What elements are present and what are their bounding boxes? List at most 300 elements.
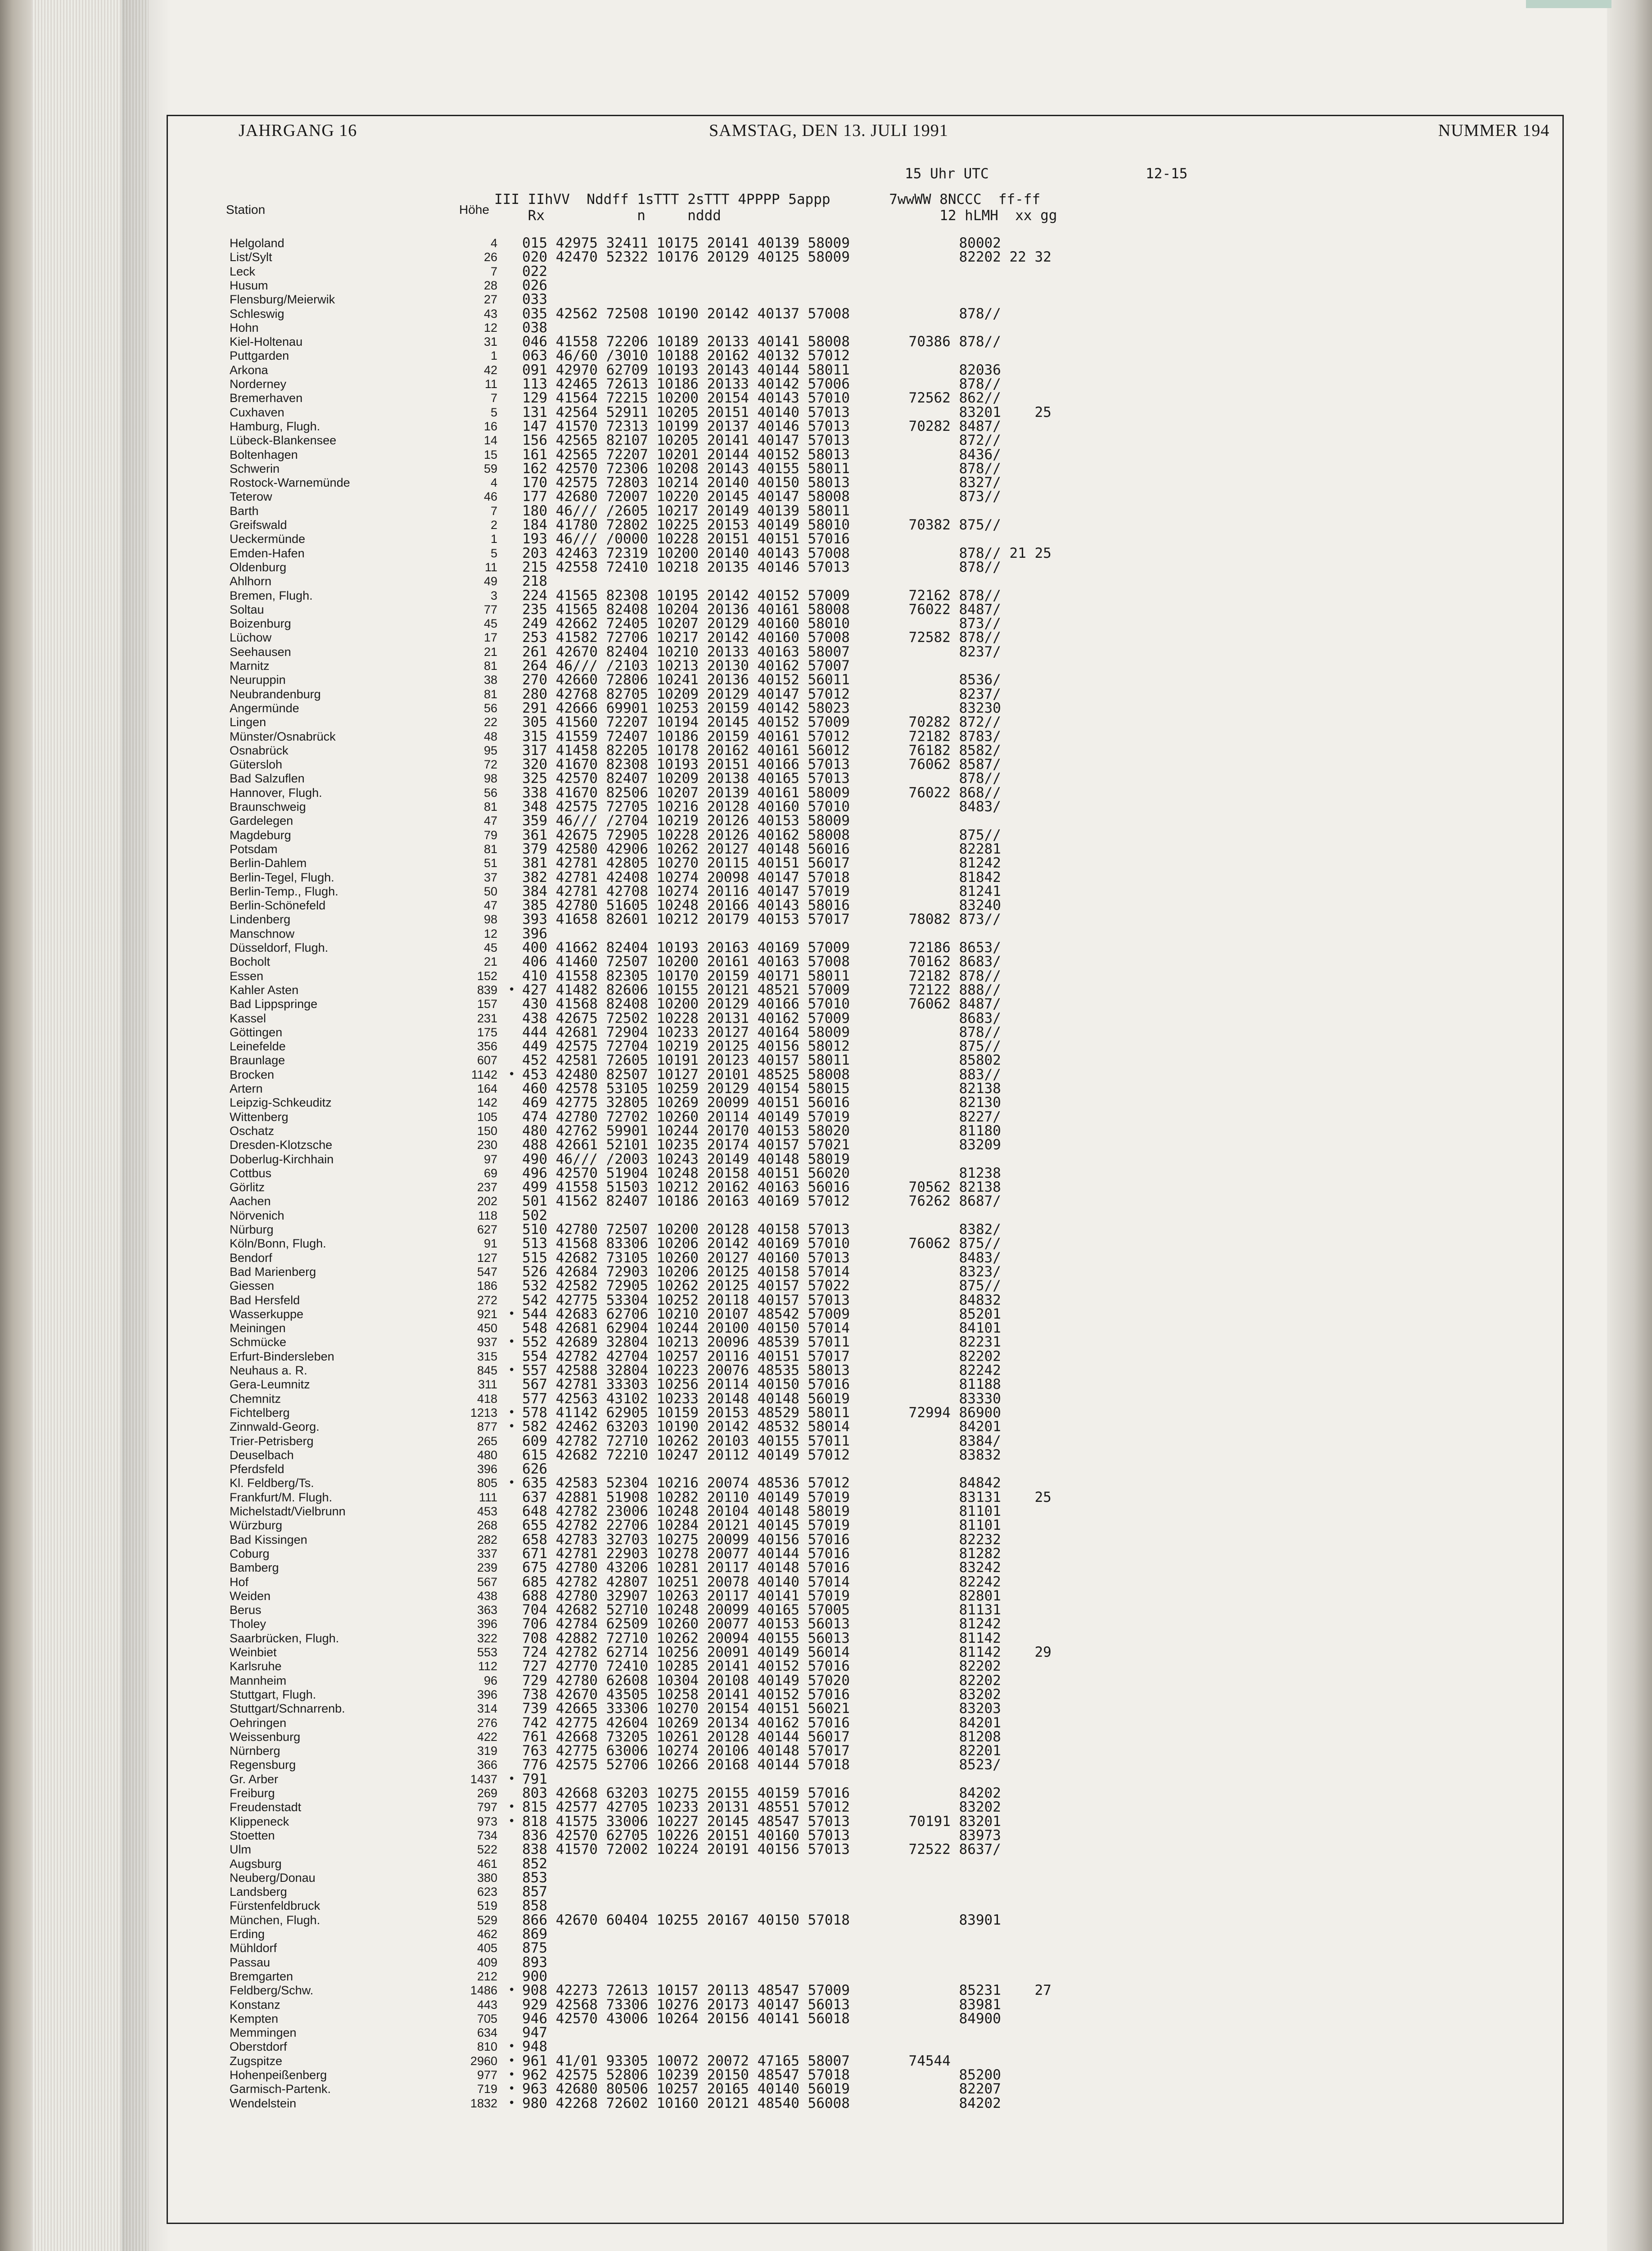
station-name: Osnabrück: [230, 743, 289, 757]
table-row: [0, 307, 1652, 321]
table-row: [0, 547, 1652, 560]
station-height: 97: [483, 1152, 497, 1166]
table-row: [0, 730, 1652, 744]
synop-code: 513 41568 83306 10206 20142 40169 57010 76062 875//: [522, 1235, 1001, 1252]
synop-code: 502: [522, 1207, 547, 1224]
station-height: 380: [477, 1871, 497, 1885]
synop-code: 215 42558 72410 10218 20135 40146 57013 878//: [522, 559, 1001, 575]
station-name: Kahler Asten: [230, 983, 299, 997]
station-height: 21: [483, 955, 497, 969]
station-name: Wittenberg: [230, 1110, 289, 1124]
synop-code: 908 42273 72613 10157 20113 48547 57009 85231 27: [522, 1982, 1052, 1999]
synop-code: 406 41460 72507 10200 20161 40163 57008 70162 8683/: [522, 954, 1001, 970]
synop-code: 022: [522, 263, 547, 280]
station-height: 839: [477, 983, 497, 997]
synop-code: 270 42660 72806 10241 20136 40152 56011 8536/: [522, 672, 1001, 688]
mountain-marker: •: [510, 1334, 514, 1348]
station-height: 142: [477, 1096, 497, 1110]
station-height: 81: [483, 800, 497, 814]
table-row: [0, 1420, 1652, 1434]
station-name: Arkona: [230, 363, 268, 377]
synop-code: 315 41559 72407 10186 20159 40161 57012 72182 8783/: [522, 728, 1001, 745]
synop-code: 427 41482 82606 10155 20121 48521 57009 72122 888//: [522, 981, 1001, 998]
station-column-header: Station: [226, 203, 266, 217]
station-height: 239: [477, 1561, 497, 1575]
table-row: [0, 1645, 1652, 1659]
station-height: 5: [490, 405, 497, 419]
station-name: Neuhaus a. R.: [230, 1364, 307, 1377]
station-name: Göttingen: [230, 1025, 283, 1039]
station-height: 396: [477, 1462, 497, 1476]
mountain-marker: •: [510, 1419, 514, 1433]
station-height: 7: [490, 504, 497, 518]
synop-code: 635 42583 52304 10216 20074 48536 57012 84842: [522, 1475, 1001, 1492]
table-row: [0, 1702, 1652, 1716]
station-height: 49: [483, 574, 497, 588]
table-row: [0, 1096, 1652, 1110]
table-row: [0, 800, 1652, 814]
station-name: Michelstadt/Vielbrunn: [230, 1505, 346, 1518]
table-row: [0, 1913, 1652, 1927]
table-row: [0, 1293, 1652, 1307]
station-height: 276: [477, 1716, 497, 1730]
station-height: 96: [483, 1673, 497, 1687]
table-row: [0, 1505, 1652, 1519]
table-row: [0, 1434, 1652, 1448]
table-row: [0, 969, 1652, 983]
station-name: Berus: [230, 1603, 262, 1617]
mountain-marker: •: [510, 1983, 514, 1997]
station-height: 734: [477, 1828, 497, 1842]
table-row: [0, 1730, 1652, 1744]
station-name: Aachen: [230, 1194, 271, 1208]
synop-code: 131 42564 52911 10205 20151 40140 57013 83201 25: [522, 404, 1052, 420]
table-row: [0, 434, 1652, 447]
synop-code: 946 42570 43006 10264 20156 40141 56018 84900: [522, 2010, 1001, 2027]
station-height: 12: [483, 321, 497, 334]
synop-code: 578 41142 62905 10159 20153 48529 58011 72994 86900: [522, 1404, 1001, 1421]
synop-code: 858: [522, 1898, 547, 1914]
synop-code: 338 41670 82506 10207 20139 40161 58009 76022 868//: [522, 784, 1001, 801]
synop-code: 381 42781 42805 10270 20115 40151 56017 81242: [522, 855, 1001, 872]
station-height: 937: [477, 1335, 497, 1349]
station-name: Potsdam: [230, 842, 278, 856]
synop-code: 430 41568 82408 10200 20129 40166 57010 76062 8487/: [522, 996, 1001, 1012]
synop-code: 738 42670 43505 10258 20141 40152 57016 83202: [522, 1686, 1001, 1703]
mountain-marker: •: [510, 2095, 514, 2109]
station-name: Zinnwald-Georg.: [230, 1420, 320, 1434]
station-height: 72: [483, 758, 497, 772]
station-name: Nürnberg: [230, 1744, 280, 1758]
table-row: [0, 1956, 1652, 1970]
synop-code: 557 42588 32804 10223 20076 48535 58013 82242: [522, 1362, 1001, 1379]
station-name: Hannover, Flugh.: [230, 786, 322, 800]
station-name: Freiburg: [230, 1786, 275, 1800]
station-name: Garmisch-Partenk.: [230, 2082, 331, 2096]
station-height: 1486: [470, 1984, 497, 1998]
station-height: 4: [490, 476, 497, 490]
station-height: 356: [477, 1040, 497, 1053]
station-height: 16: [483, 419, 497, 433]
table-row: [0, 349, 1652, 363]
station-height: 396: [477, 1617, 497, 1631]
station-height: 1213: [470, 1406, 497, 1419]
station-height: 1832: [470, 2096, 497, 2110]
station-height: 48: [483, 729, 497, 743]
synop-code: 193 46/// /0000 10228 20151 40151 57016: [522, 531, 850, 547]
column-subcodes: Rx n nddd 12 hLMH xx gg: [494, 208, 1057, 224]
station-name: Boltenhagen: [230, 447, 298, 461]
station-height: 98: [483, 913, 497, 927]
synop-code: 615 42682 72210 10247 20112 40149 57012 83832: [522, 1446, 1001, 1463]
table-row: [0, 842, 1652, 856]
table-row: [0, 363, 1652, 377]
synop-code: 815 42577 42705 10233 20131 48551 57012 83202: [522, 1799, 1001, 1816]
table-row: [0, 448, 1652, 462]
station-height: 627: [477, 1223, 497, 1236]
table-row: [0, 1350, 1652, 1364]
station-height: 111: [478, 1490, 497, 1504]
synop-code: 264 46/// /2103 10213 20130 40162 57007: [522, 658, 850, 674]
station-name: Görlitz: [230, 1180, 265, 1194]
table-row: [0, 1800, 1652, 1814]
table-row: [0, 279, 1652, 293]
table-row: [0, 1758, 1652, 1772]
station-name: Berlin-Temp., Flugh.: [230, 884, 339, 898]
station-name: Kl. Feldberg/Ts.: [230, 1476, 314, 1490]
synop-code: 224 41565 82308 10195 20142 40152 57009 72162 878//: [522, 587, 1001, 604]
station-name: Puttgarden: [230, 349, 289, 363]
station-name: Würzburg: [230, 1519, 283, 1532]
station-name: Stoetten: [230, 1828, 275, 1842]
station-name: Augsburg: [230, 1857, 282, 1871]
table-row: [0, 1392, 1652, 1406]
station-name: Bremen, Flugh.: [230, 588, 313, 602]
station-name: Bremgarten: [230, 1969, 293, 1983]
station-height: 46: [483, 490, 497, 504]
table-row: [0, 786, 1652, 800]
station-height: 418: [477, 1392, 497, 1406]
table-row: [0, 1998, 1652, 2012]
station-name: Artern: [230, 1082, 263, 1095]
station-name: Kempten: [230, 2011, 279, 2025]
station-height: 37: [483, 870, 497, 884]
station-name: Hamburg, Flugh.: [230, 419, 320, 433]
table-row: [0, 1082, 1652, 1096]
synop-code: 038: [522, 319, 547, 336]
synop-code: 113 42465 72613 10186 20133 40142 57006 878//: [522, 376, 1001, 392]
table-row: [0, 1984, 1652, 1998]
synop-code: 180 46/// /2605 10217 20149 40139 58011: [522, 502, 850, 519]
station-height: 45: [483, 941, 497, 954]
synop-code: 724 42782 62714 10256 20091 40149 56014 81142 29: [522, 1644, 1052, 1660]
table-row: [0, 1153, 1652, 1166]
station-height: 230: [477, 1138, 497, 1152]
table-row: [0, 1786, 1652, 1800]
station-name: Berlin-Dahlem: [230, 856, 307, 870]
synop-code: 480 42762 59901 10244 20170 40153 58020 81180: [522, 1122, 1001, 1139]
table-row: [0, 1674, 1652, 1688]
station-name: Meiningen: [230, 1321, 286, 1335]
table-row: [0, 236, 1652, 250]
synop-code: 035 42562 72508 10190 20142 40137 57008 878//: [522, 305, 1001, 322]
station-height: 522: [477, 1843, 497, 1857]
station-height: 462: [477, 1927, 497, 1941]
station-height: 1142: [471, 1067, 497, 1081]
table-row: [0, 1899, 1652, 1913]
synop-code: 361 42675 72905 10228 20126 40162 58008 875//: [522, 827, 1001, 843]
station-height: 319: [477, 1744, 497, 1758]
station-height: 607: [477, 1053, 497, 1067]
station-name: Magdeburg: [230, 828, 291, 842]
station-name: Oehringen: [230, 1716, 287, 1730]
station-name: Deuselbach: [230, 1448, 294, 1462]
station-name: Cuxhaven: [230, 405, 284, 419]
synop-code: 609 42782 72710 10262 20103 40155 57011 8384/: [522, 1433, 1001, 1449]
station-name: Kiel-Holtenau: [230, 335, 303, 349]
station-name: Hohn: [230, 321, 259, 334]
table-row: [0, 1688, 1652, 1702]
station-height: 1437: [470, 1772, 497, 1786]
synop-code: 161 42565 72207 10201 20144 40152 58013 8436/: [522, 446, 1001, 463]
synop-code: 488 42661 52101 10235 20174 40157 57021 83209: [522, 1137, 1001, 1153]
station-name: Gardelegen: [230, 814, 293, 828]
station-name: Ahlhorn: [230, 574, 272, 588]
station-height: 973: [477, 1814, 497, 1828]
station-name: Helgoland: [230, 236, 284, 250]
station-name: Cottbus: [230, 1166, 272, 1180]
synop-code: 776 42575 52706 10266 20168 40144 57018 8523/: [522, 1757, 1001, 1773]
synop-code: 147 41570 72313 10199 20137 40146 57013 70282 8487/: [522, 418, 1001, 434]
station-height: 480: [477, 1448, 497, 1462]
table-row: [0, 913, 1652, 927]
table-row: [0, 983, 1652, 997]
station-height: 42: [483, 363, 497, 377]
issue-volume: JAHRGANG 16: [239, 121, 357, 140]
station-height: 81: [483, 687, 497, 701]
station-height: 519: [477, 1899, 497, 1913]
station-name: Freudenstadt: [230, 1800, 302, 1814]
synop-code: 449 42575 72704 10219 20125 40156 58012 875//: [522, 1038, 1001, 1055]
station-name: Frankfurt/M. Flugh.: [230, 1490, 333, 1504]
station-name: Wendelstein: [230, 2096, 297, 2110]
station-name: Trier-Petrisberg: [230, 1434, 314, 1448]
station-height: 2960: [470, 2054, 497, 2068]
synop-code: 675 42780 43206 10281 20117 40148 57016 83242: [522, 1559, 1001, 1576]
station-name: Feldberg/Schw.: [230, 1984, 314, 1998]
synop-code: 853: [522, 1869, 547, 1886]
table-row: [0, 1857, 1652, 1871]
table-row: [0, 1462, 1652, 1476]
table-row: [0, 1209, 1652, 1223]
station-height: 22: [483, 715, 497, 729]
synop-code: 359 46/// /2704 10219 20126 40153 58009: [522, 813, 850, 829]
station-name: Bamberg: [230, 1561, 279, 1575]
issue-date: SAMSTAG, DEN 13. JULI 1991: [709, 121, 948, 140]
table-row: [0, 1180, 1652, 1194]
station-height: 152: [477, 969, 497, 983]
station-name: München, Flugh.: [230, 1913, 320, 1927]
table-row: [0, 250, 1652, 264]
synop-code: 379 42580 42906 10262 20127 40148 56016 82281: [522, 841, 1001, 857]
table-row: [0, 1533, 1652, 1547]
station-name: Nörvenich: [230, 1208, 284, 1222]
table-row: [0, 1194, 1652, 1208]
bookmark-tab: [1526, 0, 1611, 8]
mountain-marker: •: [510, 1067, 514, 1080]
synop-code: 046 41558 72206 10189 20133 40141 58008 70386 878//: [522, 334, 1001, 350]
station-name: Konstanz: [230, 1998, 280, 2011]
table-row: [0, 532, 1652, 546]
station-height: 5: [490, 546, 497, 560]
synop-code: 542 42775 53304 10252 20118 40157 57013 84832: [522, 1292, 1001, 1308]
synop-code: 026: [522, 277, 547, 294]
table-row: [0, 406, 1652, 420]
station-height: 43: [483, 307, 497, 321]
station-height: 112: [478, 1659, 497, 1673]
synop-code: 791: [522, 1771, 547, 1787]
table-row: [0, 1589, 1652, 1603]
table-row: [0, 997, 1652, 1011]
station-name: Hohenpeißenberg: [230, 2068, 327, 2082]
station-height: 31: [483, 335, 497, 349]
station-height: 719: [477, 2082, 497, 2096]
issue-number: NUMMER 194: [1438, 121, 1550, 140]
table-row: [0, 391, 1652, 405]
table-row: [0, 1321, 1652, 1335]
table-row: [0, 1970, 1652, 1984]
station-name: Husum: [230, 278, 268, 292]
synop-code: 400 41662 82404 10193 20163 40169 57009 72186 8653/: [522, 940, 1001, 956]
table-row: [0, 1547, 1652, 1561]
station-height: 366: [477, 1758, 497, 1772]
table-row: [0, 744, 1652, 758]
table-row: [0, 1716, 1652, 1730]
station-height: 202: [477, 1194, 497, 1208]
station-name: Soltau: [230, 602, 264, 616]
table-row: [0, 603, 1652, 617]
synop-code: 532 42582 72905 10262 20125 40157 57022 875//: [522, 1278, 1001, 1294]
synop-code: 836 42570 62705 10226 20151 40160 57013 83973: [522, 1827, 1001, 1844]
station-name: Bendorf: [230, 1251, 272, 1265]
synop-code: 685 42782 42807 10251 20078 40140 57014 82242: [522, 1573, 1001, 1590]
station-name: Lindenberg: [230, 913, 291, 927]
synop-code: 235 41565 82408 10204 20136 40161 58008 76022 8487/: [522, 601, 1001, 618]
synop-code: 963 42680 80506 10257 20165 40140 56019 82207: [522, 2081, 1001, 2097]
table-row: [0, 560, 1652, 574]
station-name: Norderney: [230, 377, 287, 391]
station-name: Bad Marienberg: [230, 1265, 316, 1279]
station-name: Oldenburg: [230, 560, 287, 574]
station-height: 47: [483, 899, 497, 913]
synop-code: 869: [522, 1926, 547, 1942]
synop-code: 552 42689 32804 10213 20096 48539 57011 82231: [522, 1334, 1001, 1351]
table-row: [0, 1223, 1652, 1237]
station-name: Bad Salzuflen: [230, 772, 305, 786]
table-row: [0, 772, 1652, 786]
synop-code: 729 42780 62608 10304 20108 40149 57020 82202: [522, 1672, 1001, 1689]
table-row: [0, 1124, 1652, 1138]
synop-code: 577 42563 43102 10233 20148 40148 56019 83330: [522, 1390, 1001, 1407]
table-row: [0, 885, 1652, 899]
table-row: [0, 265, 1652, 279]
station-height: 118: [478, 1208, 497, 1222]
synop-code: 526 42684 72903 10206 20125 40158 57014 8323/: [522, 1263, 1001, 1280]
station-name: Gr. Arber: [230, 1772, 279, 1786]
synop-code: 761 42668 73205 10261 20128 40144 56017 81208: [522, 1728, 1001, 1745]
station-height: 453: [477, 1505, 497, 1518]
synop-code: 875: [522, 1940, 547, 1957]
synop-code: 325 42570 82407 10209 20138 40165 57013 878//: [522, 770, 1001, 787]
station-height: 2: [490, 518, 497, 532]
station-name: Lingen: [230, 715, 266, 729]
table-row: [0, 1110, 1652, 1124]
synop-code: 020 42470 52322 10176 20129 40125 58009 82202 22 32: [522, 249, 1052, 266]
station-name: Essen: [230, 969, 264, 983]
station-height: 56: [483, 786, 497, 800]
station-name: Giessen: [230, 1279, 275, 1293]
station-name: Oberstdorf: [230, 2040, 287, 2054]
station-height: 461: [477, 1857, 497, 1871]
station-name: Düsseldorf, Flugh.: [230, 941, 329, 954]
mountain-marker: •: [510, 2039, 514, 2053]
station-height: 877: [477, 1420, 497, 1434]
synop-code: 510 42780 72507 10200 20128 40158 57013 8382/: [522, 1221, 1001, 1238]
table-row: [0, 927, 1652, 941]
synop-code: 280 42768 82705 10209 20129 40147 57012 8237/: [522, 686, 1001, 702]
table-row: [0, 1406, 1652, 1420]
station-height: 81: [483, 842, 497, 856]
station-name: Passau: [230, 1955, 271, 1969]
synop-code: 727 42770 72410 10285 20141 40152 57016 82202: [522, 1658, 1001, 1675]
station-height: 4: [490, 236, 497, 250]
station-height: 11: [484, 560, 497, 574]
table-row: [0, 1491, 1652, 1505]
station-height: 81: [483, 659, 497, 673]
table-row: [0, 1279, 1652, 1293]
synop-code: 170 42575 72803 10214 20140 40150 58013 8327/: [522, 475, 1001, 491]
synop-code: 706 42784 62509 10260 20077 40153 56013 81242: [522, 1616, 1001, 1632]
synop-code: 156 42565 82107 10205 20141 40147 57013 872//: [522, 432, 1001, 449]
station-height: 11: [484, 377, 497, 391]
synop-code: 637 42881 51908 10282 20110 40149 57019 83131 25: [522, 1489, 1052, 1505]
synop-code: 582 42462 63203 10190 20142 48532 58014 84201: [522, 1419, 1001, 1435]
synop-code: 852: [522, 1855, 547, 1872]
synop-code: 162 42570 72306 10208 20143 40155 58011 878//: [522, 460, 1001, 477]
station-name: Schmücke: [230, 1335, 287, 1349]
station-name: Fichtelberg: [230, 1406, 290, 1419]
synop-code: 929 42568 73306 10276 20173 40147 56013 83981: [522, 1996, 1001, 2013]
station-height: 314: [477, 1702, 497, 1716]
station-height: 17: [483, 631, 497, 645]
table-row: [0, 645, 1652, 659]
station-height: 1: [490, 349, 497, 363]
table-row: [0, 955, 1652, 969]
table-row: [0, 574, 1652, 588]
station-name: Chemnitz: [230, 1392, 281, 1406]
synop-code: 033: [522, 291, 547, 308]
synop-code: 818 41575 33006 10227 20145 48547 57013 70191 83201: [522, 1813, 1001, 1830]
station-height: 69: [483, 1166, 497, 1180]
table-row: [0, 1871, 1652, 1885]
station-name: Boizenburg: [230, 617, 291, 631]
table-row: [0, 1617, 1652, 1631]
station-name: Köln/Bonn, Flugh.: [230, 1237, 326, 1251]
synop-code: 348 42575 72705 10216 20128 40160 57010 8483/: [522, 799, 1001, 815]
station-height: 47: [483, 814, 497, 828]
station-height: 7: [490, 264, 497, 278]
synop-code: 384 42781 42708 10274 20116 40147 57019 81241: [522, 883, 1001, 899]
